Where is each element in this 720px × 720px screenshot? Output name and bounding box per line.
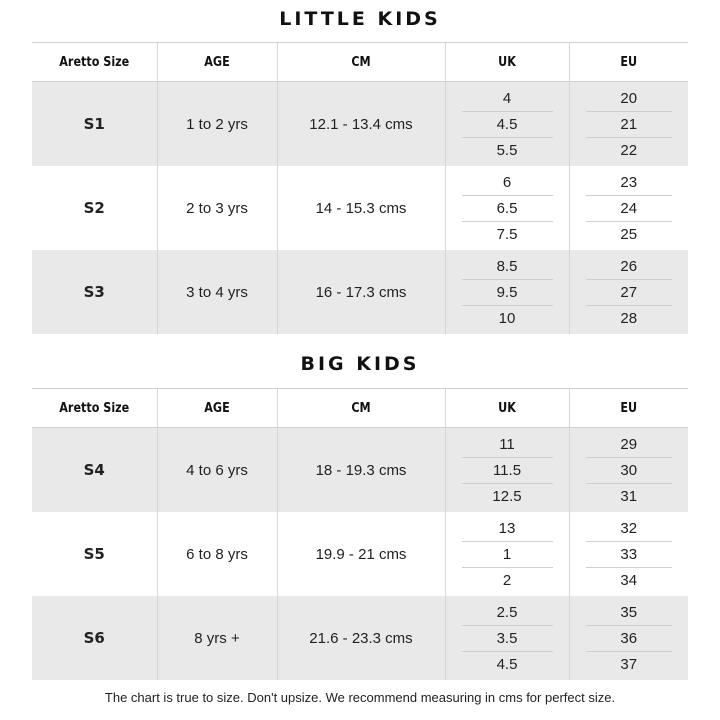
- age-cell: 8 yrs +: [157, 596, 277, 680]
- header-eu: EU: [577, 43, 679, 82]
- header-age: AGE: [165, 389, 268, 428]
- eu-cell: [569, 82, 688, 167]
- uk-cell: [445, 166, 569, 250]
- section-title-big-kids: BIG KIDS: [300, 353, 420, 375]
- table-row: [32, 428, 688, 513]
- eu-value: 27: [586, 280, 673, 306]
- eu-value: 33: [586, 542, 673, 568]
- eu-value: 23: [586, 170, 673, 196]
- header-aretto-size: Aretto Size: [41, 389, 149, 428]
- uk-value: 10: [498, 309, 516, 327]
- age-cell: 4 to 6 yrs: [157, 428, 277, 513]
- size-code: S5: [32, 512, 157, 596]
- size-code: S3: [32, 250, 157, 334]
- uk-value: 4.5: [462, 112, 553, 138]
- eu-value: 24: [586, 196, 673, 222]
- uk-value: 12.5: [492, 487, 522, 505]
- uk-cell: [445, 82, 569, 167]
- uk-value: 3.5: [462, 626, 553, 652]
- table-row: [32, 596, 688, 680]
- uk-value: 11: [462, 432, 553, 458]
- header-uk: UK: [454, 43, 561, 82]
- table-header-row: [32, 389, 688, 428]
- header-cm: CM: [289, 43, 433, 82]
- size-code: S6: [32, 596, 157, 680]
- eu-value: 31: [620, 487, 638, 505]
- table-row: [32, 512, 688, 596]
- eu-value: 35: [586, 600, 673, 626]
- age-cell: 6 to 8 yrs: [157, 512, 277, 596]
- eu-cell: [569, 166, 688, 250]
- eu-value: 22: [620, 141, 638, 159]
- age-cell: 3 to 4 yrs: [157, 250, 277, 334]
- uk-value: 4.5: [496, 655, 518, 673]
- size-code: S2: [32, 166, 157, 250]
- uk-value: 7.5: [496, 225, 518, 243]
- section-title-little-kids: LITTLE KIDS: [279, 8, 441, 30]
- uk-value: 6.5: [462, 196, 553, 222]
- eu-value: 36: [586, 626, 673, 652]
- table-row: [32, 82, 688, 167]
- eu-value: 29: [586, 432, 673, 458]
- header-uk: UK: [454, 389, 561, 428]
- uk-cell: [445, 596, 569, 680]
- uk-value: 4: [462, 86, 553, 112]
- eu-value: 37: [620, 655, 638, 673]
- table-header-row: [32, 43, 688, 82]
- eu-value: 30: [586, 458, 673, 484]
- eu-cell: [569, 596, 688, 680]
- uk-cell: [445, 512, 569, 596]
- eu-value: 34: [620, 571, 638, 589]
- cm-cell: 19.9 - 21 cms: [277, 512, 445, 596]
- eu-cell: [569, 428, 688, 513]
- uk-value: 2.5: [462, 600, 553, 626]
- table-row: [32, 166, 688, 250]
- size-table-little-kids: [32, 42, 688, 334]
- uk-value: 5.5: [496, 141, 518, 159]
- eu-cell: [569, 250, 688, 334]
- uk-value: 6: [462, 170, 553, 196]
- header-cm: CM: [289, 389, 433, 428]
- uk-cell: [445, 250, 569, 334]
- size-table-big-kids: [32, 388, 688, 680]
- uk-value: 8.5: [462, 254, 553, 280]
- header-age: AGE: [165, 43, 268, 82]
- uk-value: 9.5: [462, 280, 553, 306]
- eu-value: 20: [586, 86, 673, 112]
- eu-value: 28: [620, 309, 638, 327]
- cm-cell: 12.1 - 13.4 cms: [277, 82, 445, 167]
- eu-value: 25: [620, 225, 638, 243]
- eu-value: 26: [586, 254, 673, 280]
- size-code: S4: [32, 428, 157, 513]
- cm-cell: 14 - 15.3 cms: [277, 166, 445, 250]
- cm-cell: 21.6 - 23.3 cms: [277, 596, 445, 680]
- cm-cell: 18 - 19.3 cms: [277, 428, 445, 513]
- cm-cell: 16 - 17.3 cms: [277, 250, 445, 334]
- eu-value: 21: [586, 112, 673, 138]
- eu-value: 32: [586, 516, 673, 542]
- eu-cell: [569, 512, 688, 596]
- uk-value: 13: [462, 516, 553, 542]
- uk-value: 11.5: [462, 458, 553, 484]
- size-code: S1: [32, 82, 157, 167]
- header-aretto-size: Aretto Size: [41, 43, 149, 82]
- footnote: The chart is true to size. Don't upsize. We recommend measuring in cms for perfect size.: [104, 690, 616, 705]
- uk-cell: [445, 428, 569, 513]
- age-cell: 2 to 3 yrs: [157, 166, 277, 250]
- uk-value: 1: [462, 542, 553, 568]
- header-eu: EU: [577, 389, 679, 428]
- uk-value: 2: [502, 571, 512, 589]
- table-row: [32, 250, 688, 334]
- age-cell: 1 to 2 yrs: [157, 82, 277, 167]
